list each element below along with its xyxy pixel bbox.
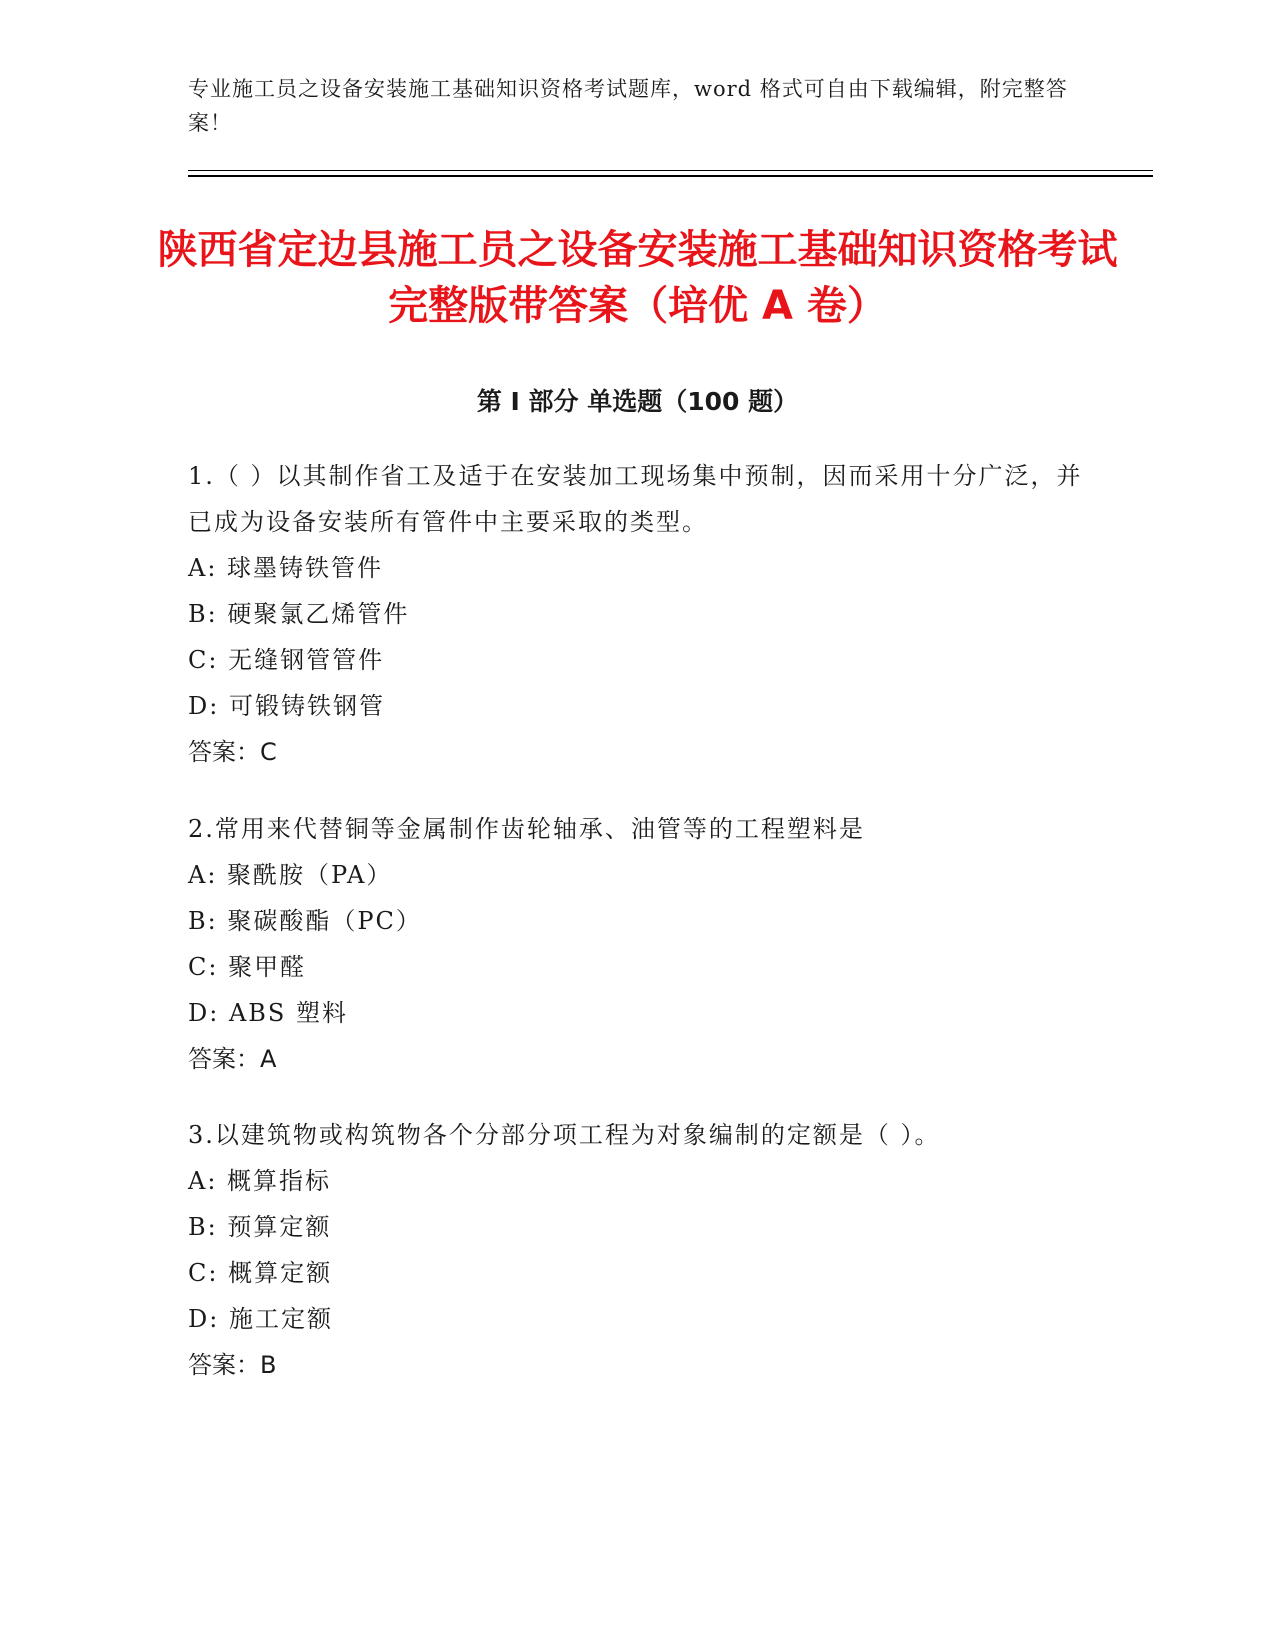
option-b: B: 聚碳酸酯（PC） [188, 907, 422, 935]
answer-text: 答案：A [188, 1045, 277, 1073]
section-title: 第 I 部分 单选题（100 题） [476, 387, 799, 416]
question-item [188, 1112, 1088, 1388]
header-divider-thick [188, 175, 1153, 177]
option-d: D: 可锻铸铁钢管 [188, 692, 385, 720]
document-title: 陕西省定边县施工员之设备安装施工基础知识资格考试完整版带答案（培优 A 卷） [157, 227, 1118, 329]
question-item [188, 453, 1088, 775]
question-stem: 1.（ ）以其制作省工及适于在安装加工现场集中预制，因而采用十分广泛，并已成为设备安装所有管件中主要采取的类型。 [188, 462, 1083, 536]
option-a: A: 概算指标 [188, 1167, 332, 1195]
option-b: B: 硬聚氯乙烯管件 [188, 600, 410, 628]
option-d: D: 施工定额 [188, 1305, 333, 1333]
option-c: C: 概算定额 [188, 1259, 333, 1287]
option-a: A: 聚酰胺（PA） [188, 861, 393, 889]
answer-text: 答案：C [188, 738, 277, 766]
header-divider-thin [188, 170, 1153, 171]
document-header-note: 专业施工员之设备安装施工基础知识资格考试题库，word 格式可自由下载编辑，附完整答案！ [188, 77, 1068, 135]
option-a: A: 球墨铸铁管件 [188, 554, 384, 582]
option-c: C: 无缝钢管管件 [188, 646, 385, 674]
option-c: C: 聚甲醛 [188, 953, 307, 981]
question-stem: 3.以建筑物或构筑物各个分部分项工程为对象编制的定额是（ ）。 [188, 1121, 941, 1149]
option-b: B: 预算定额 [188, 1213, 332, 1241]
question-stem: 2.常用来代替铜等金属制作齿轮轴承、油管等的工程塑料是 [188, 815, 865, 843]
answer-text: 答案：B [188, 1351, 277, 1379]
option-d: D: ABS 塑料 [188, 999, 348, 1027]
question-item [188, 806, 1088, 1082]
